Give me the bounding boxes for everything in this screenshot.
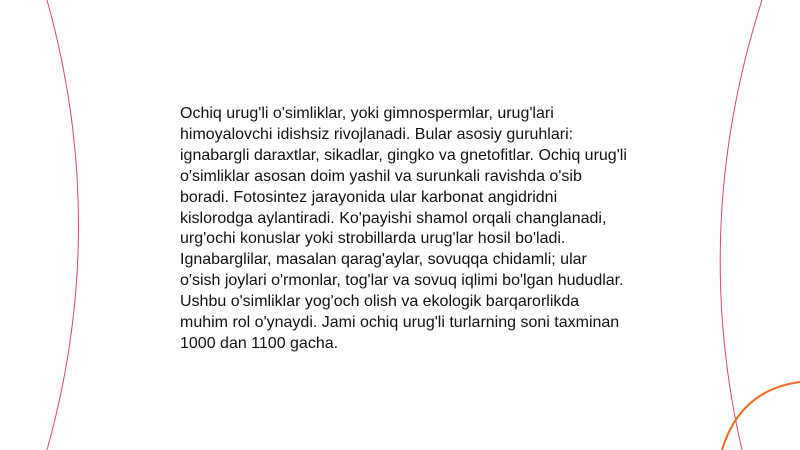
right-arc xyxy=(720,0,762,450)
left-arc xyxy=(47,0,79,450)
orange-arc xyxy=(722,382,800,450)
body-paragraph: Ochiq urug'li o'simliklar, yoki gimnospermlar, urug'lari himoyalovchi idishsiz rivojlanadi. Bular asosiy guruhlari: ignabargli daraxtlar, sikadlar, gingko va gnetofitlar. Ochiq urug'li o'simliklar asosan doim yashil va surunkali ravishda o'sib boradi. Fotosintez jarayonida ular karbonat angidridni kislorodga aylantiradi. Ko'payishi shamol orqali changlanadi, urg'ochi konuslar yoki strobillarda urug'lar hosil bo'ladi. Ignabarglilar, masalan qarag'aylar, sovuqqa chidamli; ular o'sish joylari o'rmonlar, tog'lar va sovuq iqlimi bo'lgan hududlar. Ushbu o'simliklar yog'och olish va ekologik barqarorlikda muhim rol o'ynaydi. Jami ochiq urug'li turlarning soni taxminan 1000 dan 1100 gacha. xyxy=(180,105,627,352)
